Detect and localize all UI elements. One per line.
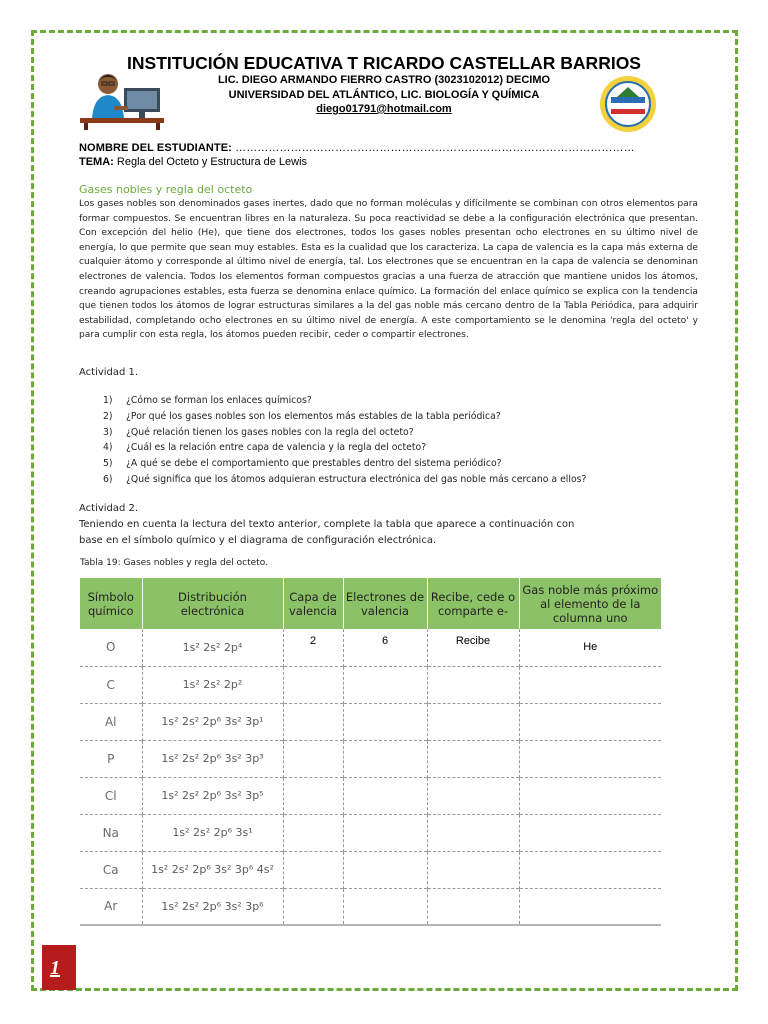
question-text: ¿A qué se debe el comportamiento que prestables dentro del sistema periódico?: [126, 458, 502, 470]
cell-config: 1s² 2s² 2p⁶ 3s¹: [142, 814, 283, 851]
cell-valence-electrons[interactable]: 6: [343, 629, 427, 666]
table-row: [80, 666, 661, 703]
cell-nearest-noble-gas[interactable]: [519, 777, 661, 814]
header-valence-shell: Capa de valencia: [283, 578, 343, 629]
cell-symbol: Cl: [80, 777, 142, 814]
table-row: [80, 888, 661, 925]
cell-receive-give-share[interactable]: [427, 851, 519, 888]
cell-valence-shell[interactable]: [283, 851, 343, 888]
table-row: [80, 629, 661, 666]
activity2-title: Actividad 2.: [79, 503, 139, 514]
cell-config: 1s² 2s² 2p⁶ 3s² 3p⁶ 4s²: [142, 851, 283, 888]
question-number: 2): [103, 410, 113, 422]
cell-config: 1s² 2s² 2p⁴: [142, 629, 283, 666]
topic-label: TEMA:: [79, 156, 114, 168]
cell-valence-shell[interactable]: [283, 666, 343, 703]
cell-nearest-noble-gas[interactable]: [519, 814, 661, 851]
question-item: [103, 425, 586, 441]
cell-receive-give-share[interactable]: [427, 666, 519, 703]
cell-valence-shell[interactable]: [283, 814, 343, 851]
cell-valence-electrons[interactable]: [343, 851, 427, 888]
teacher-line: LIC. DIEGO ARMANDO FIERRO CASTRO (3023102012) DECIMO: [217, 74, 551, 86]
question-item: [103, 440, 586, 456]
header-symbol: Símbolo químico: [80, 578, 142, 629]
topic-line: [79, 156, 307, 168]
cell-receive-give-share[interactable]: Recibe: [427, 629, 519, 666]
cell-config: 1s² 2s² 2p⁶ 3s² 3p³: [142, 740, 283, 777]
table-header-row: [80, 578, 661, 629]
question-item: [103, 456, 586, 472]
cell-config: 1s² 2s² 2p²: [142, 666, 283, 703]
institution-seal-icon: [599, 75, 657, 133]
cell-receive-give-share[interactable]: [427, 888, 519, 925]
question-number: 4): [103, 442, 113, 454]
header-nearest-noble-gas: Gas noble más próximo al elemento de la columna uno: [519, 578, 661, 629]
question-number: 5): [103, 458, 113, 470]
cell-config: 1s² 2s² 2p⁶ 3s² 3p¹: [142, 703, 283, 740]
table-row: [80, 740, 661, 777]
cell-nearest-noble-gas[interactable]: [519, 740, 661, 777]
cell-symbol: C: [80, 666, 142, 703]
cell-valence-shell[interactable]: [283, 740, 343, 777]
cell-receive-give-share[interactable]: [427, 814, 519, 851]
cell-valence-electrons[interactable]: [343, 740, 427, 777]
cell-nearest-noble-gas[interactable]: He: [519, 629, 661, 666]
cell-valence-electrons[interactable]: [343, 703, 427, 740]
table-caption: Tabla 19: Gases nobles y regla del octeto.: [80, 558, 268, 568]
reading-paragraph: Los gases nobles son denominados gases inertes, dado que no forman moléculas y difícilmente se combinan con otros elementos para formar compuestos. Se encuentran libres en la naturaleza. Su poca reactividad se debe a la configuración electrónica que presentan. Con excepción del helio (He), que tiene dos electrones, todos los gases nobles presentan ocho electrones en su último nivel de energía, lo que permite que sean muy estables. Esta es la cualidad que los caracteriza. La capa de valencia es la capa más externa de cualquier átomo y corresponde al último nivel de energía, tal. Los electrones que se encuentran en la capa de valencia se denominan electrones de valencia. Todos los elementos forman compuestos gracias a una fuerza de atracción que mantiene unidos los átomos, creando agrupaciones estables, esta fuerza se denomina enlace químico. La formación del enlace químico se explica con la tendencia que tienen todos los átomos de lograr estructuras similares a la del gas noble más cercano dentro de la Tabla Periódica, para adquirir estabilidad, completando ocho electrones en su último nivel de energía. A este comportamiento se le denomina 'regla del octeto' y para cumplir con esta regla, los átomos pueden recibir, ceder o compartir electrones.: [79, 199, 698, 341]
cell-valence-shell[interactable]: [283, 888, 343, 925]
noble-gases-table: [80, 578, 661, 926]
table-row: [80, 777, 661, 814]
cell-symbol: Al: [80, 703, 142, 740]
student-name-blank: ………………………………………………………………………………………………: [231, 142, 635, 154]
table-row: [80, 814, 661, 851]
institution-title: INSTITUCIÓN EDUCATIVA T RICARDO CASTELLAR BARRIOS: [127, 53, 641, 73]
cell-valence-shell[interactable]: 2: [283, 629, 343, 666]
topic-value: Regla del Octeto y Estructura de Lewis: [113, 156, 308, 168]
cell-valence-electrons[interactable]: [343, 777, 427, 814]
cell-receive-give-share[interactable]: [427, 777, 519, 814]
cell-symbol: Ca: [80, 851, 142, 888]
question-text: ¿Qué relación tienen los gases nobles con la regla del octeto?: [126, 426, 414, 438]
question-text: ¿Qué significa que los átomos adquieran estructura electrónica del gas noble más cercano a ellos?: [126, 473, 587, 485]
university-line: UNIVERSIDAD DEL ATLÁNTICO, LIC. BIOLOGÍA Y QUÍMICA: [228, 89, 540, 101]
question-text: ¿Cuál es la relación entre capa de valencia y la regla del octeto?: [126, 442, 427, 454]
header-receive-give-share: Recibe, cede o comparte e-: [427, 578, 519, 629]
cell-symbol: P: [80, 740, 142, 777]
cell-valence-electrons[interactable]: [343, 814, 427, 851]
cell-valence-shell[interactable]: [283, 777, 343, 814]
activity1-title: Actividad 1.: [79, 367, 139, 378]
page-number-badge: [42, 945, 76, 990]
cell-valence-shell[interactable]: [283, 703, 343, 740]
question-text: ¿Por qué los gases nobles son los elementos más estables de la tabla periódica?: [126, 410, 501, 422]
question-item: [103, 409, 586, 425]
cell-nearest-noble-gas[interactable]: [519, 666, 661, 703]
reading-title: Gases nobles y regla del octeto: [79, 183, 253, 196]
cell-symbol: Na: [80, 814, 142, 851]
cell-receive-give-share[interactable]: [427, 740, 519, 777]
table-row: [80, 851, 661, 888]
question-item: [103, 472, 586, 488]
cell-nearest-noble-gas[interactable]: [519, 888, 661, 925]
student-name-label: NOMBRE DEL ESTUDIANTE:: [79, 142, 232, 154]
email-link[interactable]: diego01791@hotmail.com: [316, 103, 452, 115]
question-number: 1): [103, 395, 113, 406]
page-number: 1: [50, 957, 60, 979]
activity2-instructions: Teniendo en cuenta la lectura del texto anterior, complete la tabla que aparece a continuación con base en el símbolo químico y el diagrama de configuración electrónica.: [79, 519, 575, 546]
header-config: Distribución electrónica: [142, 578, 283, 629]
cell-symbol: Ar: [80, 888, 142, 925]
activity1-question-list: [103, 393, 586, 488]
header-valence-electrons: Electrones de valencia: [343, 578, 427, 629]
student-name-field[interactable]: [79, 142, 635, 154]
cell-valence-electrons[interactable]: [343, 888, 427, 925]
question-number: 6): [103, 473, 113, 485]
question-number: 3): [103, 426, 113, 438]
cell-receive-give-share[interactable]: [427, 703, 519, 740]
cell-nearest-noble-gas[interactable]: [519, 851, 661, 888]
cell-symbol: O: [106, 640, 116, 655]
cell-config: 1s² 2s² 2p⁶ 3s² 3p⁶: [142, 888, 283, 925]
cell-valence-electrons[interactable]: [343, 666, 427, 703]
cell-config: 1s² 2s² 2p⁶ 3s² 3p⁵: [142, 777, 283, 814]
question-item: [103, 393, 586, 409]
table-row: [80, 703, 661, 740]
cell-nearest-noble-gas[interactable]: [519, 703, 661, 740]
question-text: ¿Cómo se forman los enlaces químicos?: [126, 395, 312, 406]
